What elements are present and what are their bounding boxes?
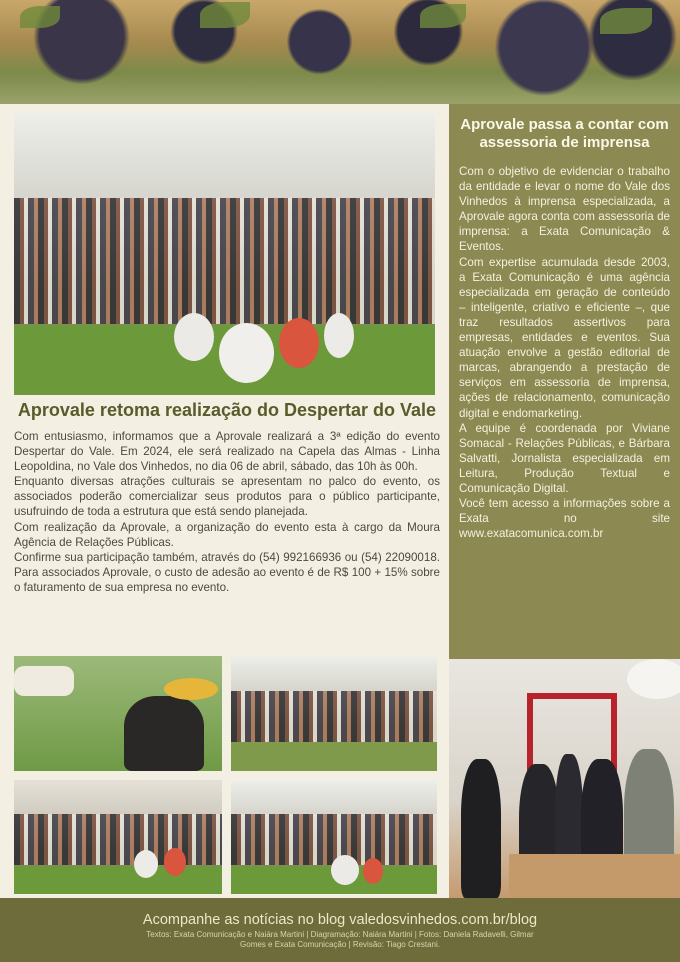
footer-credits: Textos: Exata Comunicação e Naiára Martini | Diagramação: Naiára Martini | Fotos: Daniela Radavelli, Gilmar Gomes e Exata Comunicação | Revisão: Tiago Crestani. xyxy=(146,930,534,949)
side-headline: Aprovale passa a contar com assessoria de imprensa xyxy=(460,116,669,151)
side-article-body xyxy=(449,152,680,541)
team-photo xyxy=(449,659,680,898)
main-paragraph: Com realização da Aprovale, a organização do evento esta à cargo da Moura Agência de Relações Públicas. xyxy=(14,520,440,549)
event-crowd-photo-3 xyxy=(231,780,437,894)
side-paragraph: Você tem acesso a informações sobre a Exata no site www.exatacomunica.com.br xyxy=(459,497,670,541)
main-paragraph: Com entusiasmo, informamos que a Aprovale realizará a 3ª edição do evento Despertar do Vale. Em 2024, ele será realizado na Capela das Almas - Linha Leopoldina, no Vale dos Vinhedos, no dia 06 de abril, sábado, das 10h às 00h. xyxy=(14,430,440,474)
event-main-photo xyxy=(14,113,435,395)
side-paragraph: Com o objetivo de evidenciar o trabalho da entidade e levar o nome do Vale dos Vinhedos à imprensa especializada, a Aprovale agora conta com assessoria de imprensa: a Exata Comunicação & Eventos. xyxy=(459,165,670,254)
vineyard-banner-photo xyxy=(0,0,680,104)
main-article-body xyxy=(14,429,440,595)
press-office-panel xyxy=(449,104,680,659)
side-paragraph: Com expertise acumulada desde 2003, a Exata Comunicação é uma agência especializada em geração de conteúdo – inteligente, criativo e eficiente –, que traz resultados assertivos para empresas, entidades e eventos. Sua atuação envolve a gestão editorial de marcas, abrangendo a prestação de serviços em assessoria de imprensa, ações de relacionamento, comunicação digital e endomarketing. xyxy=(459,255,670,420)
event-crowd-photo-1 xyxy=(231,656,437,771)
main-headline: Aprovale retoma realização do Despertar do Vale xyxy=(17,400,437,420)
side-paragraph: A equipe é coordenada por Viviane Somacal - Relações Públicas, e Bárbara Salvatti, Jornalista especializada em Leitura, Produção Textual e Comunicação Digital. xyxy=(459,421,670,495)
main-paragraph: Enquanto diversas atrações culturais se apresentam no palco do evento, os associados poderão comercializar seus produtos para o público participante, usufruindo de toda a estrutura que está sendo planejada. xyxy=(14,475,440,519)
footer xyxy=(0,898,680,962)
wine-pouring-photo xyxy=(14,656,222,771)
main-paragraph: Confirme sua participação também, através do (54) 992166936 ou (54) 22090018. Para associados Aprovale, o custo de adesão ao evento é de R$ 100 + 15% sobre o faturamento de sua empresa no evento. xyxy=(14,550,440,594)
footer-blog-link[interactable]: Acompanhe as notícias no blog valedosvinhedos.com.br/blog xyxy=(142,912,538,928)
event-crowd-photo-2 xyxy=(14,780,222,894)
